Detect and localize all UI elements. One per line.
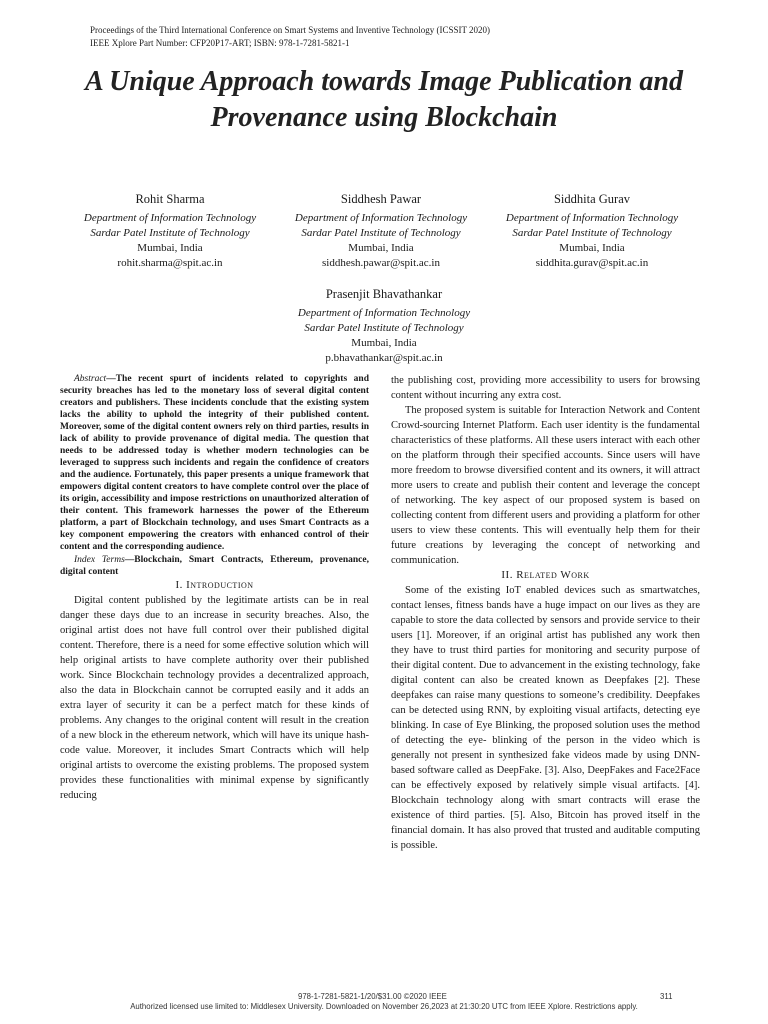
author-name: Siddhesh Pawar xyxy=(340,192,422,206)
author-city: Mumbai, India xyxy=(351,337,417,349)
author-inst: Sardar Patel Institute of Technology xyxy=(301,227,461,239)
license-notice: Authorized licensed use limited to: Middlesex University. Downloaded on November 26,2023 at 21:30:20 UTC from IEEE Xplore. Restrictions apply. xyxy=(130,1002,638,1011)
title-line-1: A Unique Approach towards Image Publication and xyxy=(85,66,683,97)
author-email[interactable]: siddhita.gurav@spit.ac.in xyxy=(535,257,649,269)
abstract-label: Abstract xyxy=(74,374,107,384)
author-dept: Department of Information Technology xyxy=(297,307,471,319)
author-city: Mumbai, India xyxy=(348,242,414,254)
author-city: Mumbai, India xyxy=(137,242,203,254)
author-email[interactable]: p.bhavathankar@spit.ac.in xyxy=(325,352,443,364)
xplore-line: IEEE Xplore Part Number: CFP20P17-ART; ISBN: 978-1-7281-5821-1 xyxy=(90,38,350,48)
left-column xyxy=(60,373,369,803)
abstract xyxy=(60,373,369,553)
section-heading-introduction: I. Introduction xyxy=(175,579,254,591)
index-terms-text: —Blockchain, Smart Contracts, Ethereum, provenance, digital content xyxy=(60,555,369,577)
footer-isbn: 978-1-7281-5821-1/20/$31.00 ©2020 IEEE xyxy=(298,992,447,1001)
author-block xyxy=(281,192,481,271)
author-email[interactable]: rohit.sharma@spit.ac.in xyxy=(117,257,223,269)
author-dept: Department of Information Technology xyxy=(83,212,257,224)
proposed-system-paragraph: The proposed system is suitable for Interaction Network and Content Crowd-sourcing Internet Platform. Each user identity is the fundamental characteristics of these platforms. All these users interact with each other on the platform through their specified accounts. Since users will have more freedom to browse diversified content and its owners, it will attract more users to create and publish their content and leverage the concept of networking. The key aspect of our proposed system is based on collecting content from different users and providing a platform for other users to view these contents. This will eventually help them for their future creations by leveraging the concept of networking and communication. xyxy=(391,405,700,566)
title-line-2: Provenance using Blockchain xyxy=(210,102,558,133)
page-number: 311 xyxy=(660,992,673,1001)
author-block xyxy=(492,192,692,271)
author-inst: Sardar Patel Institute of Technology xyxy=(304,322,464,334)
page-footer xyxy=(0,992,768,1011)
author-email[interactable]: siddhesh.pawar@spit.ac.in xyxy=(322,257,440,269)
continued-paragraph: the publishing cost, providing more accessibility to users for browsing content without incurring any extra cost. xyxy=(391,375,700,401)
conference-header xyxy=(90,24,490,50)
intro-paragraph: Digital content published by the legitimate artists can be in real danger these days due to an increase in security breaches. Also, the original artist does not have full control over their published digital content. Therefore, there is a need for some effective solution which will help original artists to have complete authority over their published work. Since Blockchain technology provides a decentralized approach, also the data in Blockchain cannot be corrupted easily and it adds an extra layer of security it can be a perfect match for these kinds of problems. Any changes to the original content will result in the creation of a new block in the ethereum network, which will have its unique hash-code value. Moreover, it includes Smart Contracts which will help original artists to overcome the existing problems. The proposed system provides these functionalities with minimal expense by significantly reducing xyxy=(60,595,369,801)
author-inst: Sardar Patel Institute of Technology xyxy=(90,227,250,239)
author-block xyxy=(284,287,484,366)
paper-title xyxy=(0,64,768,136)
author-name: Siddhita Gurav xyxy=(553,192,631,206)
author-dept: Department of Information Technology xyxy=(294,212,468,224)
author-name: Rohit Sharma xyxy=(135,192,205,206)
section-heading-related-work: II. Related Work xyxy=(501,569,590,581)
conference-line: Proceedings of the Third International Conference on Smart Systems and Inventive Technology (ICSSIT 2020) xyxy=(90,25,491,35)
author-dept: Department of Information Technology xyxy=(505,212,679,224)
author-city: Mumbai, India xyxy=(559,242,625,254)
index-terms-label: Index Terms xyxy=(74,555,125,565)
author-block xyxy=(70,192,270,271)
right-column xyxy=(391,373,700,853)
related-work-paragraph: Some of the existing IoT enabled devices such as smartwatches, contact lenses, fitness bands have a huge impact on our lives as they are capable to store the data collected by sensors and provide service to their users [1]. Moreover, if an original artist has published any work then they have to trust third parties for monitoring and security purpose of their digital content. Due to advancement in the existing technology, fake digital content can also be created known as Deepfakes [2]. These deepfakes can raise many questions to someone’s credibility. Deepfakes can be detected using RNN, by exploiting visual artifacts, detecting eye blinking. In case of Eye Blinking, the proposed solution uses the method of detecting the eye- blinking of the person in the video which is generally not present in synthesized fake videos made by using DNN- based software called as DeepFake. [3]. Also, DeepFakes and Face2Face can be effectively exposed by relatively simple visual artifacts. [4]. Blockchain technology along with smart contracts will erase the existence of third parties. [5]. Also, Bitcoin has proved itself in the financial domain. It has also proved that trusted and auditable computing is possible. xyxy=(391,585,700,851)
author-name: Prasenjit Bhavathankar xyxy=(325,287,443,301)
author-inst: Sardar Patel Institute of Technology xyxy=(512,227,672,239)
abstract-text: —The recent spurt of incidents related to copyrights and security breaches has led to the monetary loss of several digital content creators and publishers. These incidents conclude that the existing system lacks the ability to uphold the integrity of their published content. Moreover, some of the digital content owners rely on third parties, results in lack of ability to provide provenance of digital media. The question that needs to be addressed today is whether modern technologies can be leveraged to suppress such incidents and regain the confidence of creators and the audience. Fortunately, this paper presents a unique framework that empowers digital content creators to have complete control over the place of its origin, accessibility and impose restrictions on unauthorized alteration of their content. This framework harnesses the power of the Ethereum platform, a part of Blockchain technology, and uses Smart Contracts as a key component empowering the creators with enhanced control of their content and the corresponding audience. xyxy=(60,374,369,552)
index-terms xyxy=(60,554,369,578)
